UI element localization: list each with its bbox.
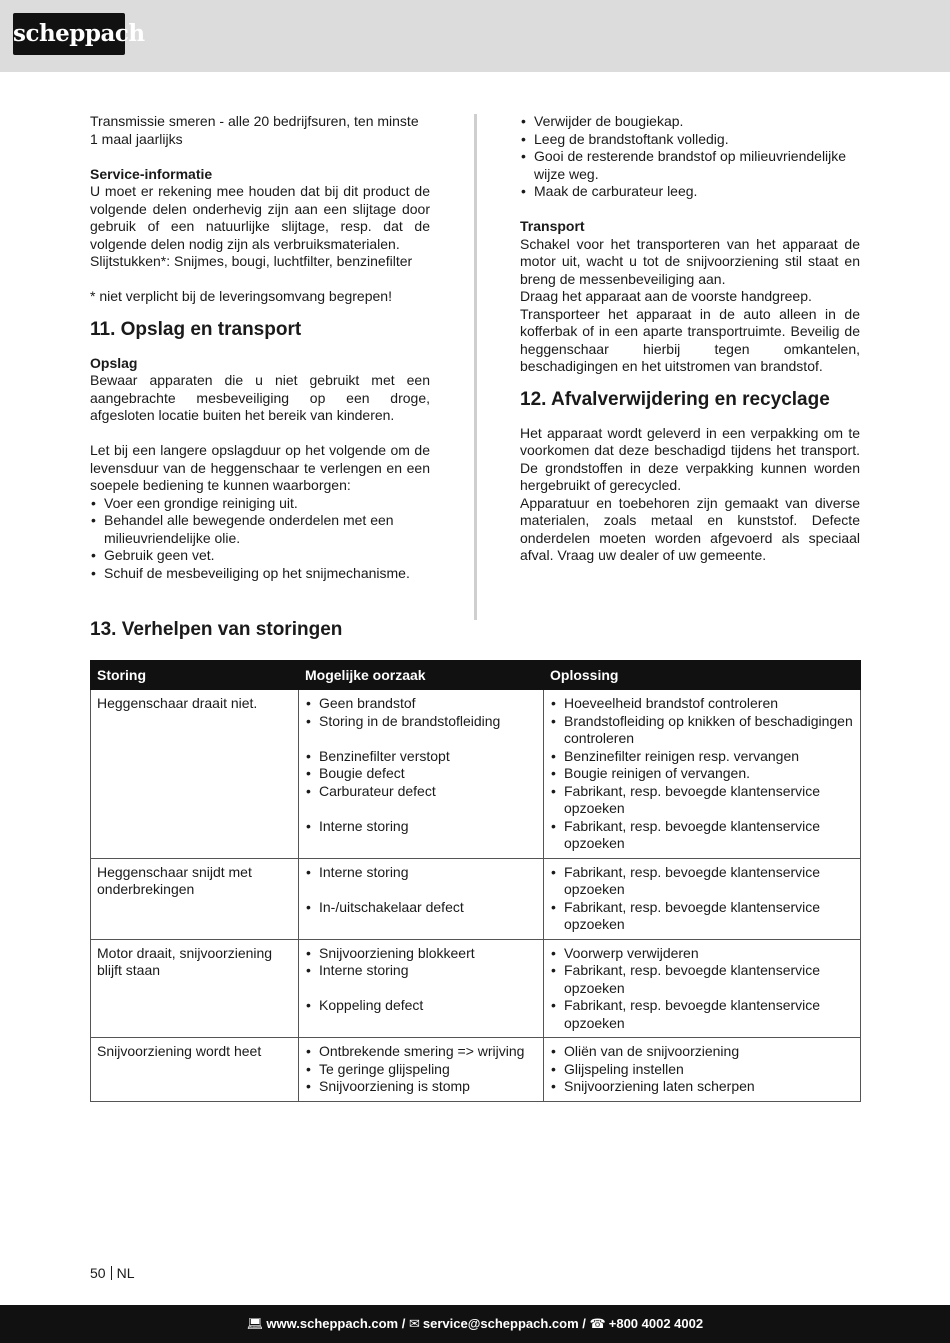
- storage-title: Opslag: [90, 354, 138, 371]
- section-11-heading: 11. Opslag en transport: [90, 318, 302, 340]
- list-item: • Behandel alle bewegende onderdelen met een milieuvriendelijke olie.: [90, 512, 430, 547]
- list-item: • Voer een grondige reiniging uit.: [90, 495, 430, 513]
- list-item: • Schuif de mesbeveiliging op het snijmechanisme.: [90, 565, 430, 583]
- contact-bar: [0, 1305, 950, 1343]
- list-item: • Hoeveelheid brandstof controleren: [550, 695, 854, 713]
- list-spacer: [305, 881, 537, 899]
- section-12-heading: 12. Afvalverwijdering en recyclage: [520, 388, 830, 410]
- cause-cell: [299, 690, 544, 859]
- list-item: • Fabrikant, resp. bevoegde klantenservice opzoeken: [550, 899, 854, 934]
- brand-logo: scheppach: [13, 13, 125, 55]
- troubleshooting-table: [90, 660, 861, 1102]
- list-item: • Gebruik geen vet.: [90, 547, 430, 565]
- column-header-solution: Oplossing: [544, 661, 861, 690]
- recycle-text-1: Het apparaat wordt geleverd in een verpakking om te voorkomen dat deze beschadigd tijdens het transport. De grondstoffen in deze verpakking kunnen worden hergebruikt of gerecycled.: [520, 424, 860, 493]
- list-item: • Oliën van de snijvoorziening: [550, 1043, 854, 1061]
- header-bar: [0, 0, 950, 72]
- storage-text: Bewaar apparaten die u niet gebruikt met een aangebrachte mesbeveiliging op een droge, afgesloten locatie buiten het bereik van kinderen.: [90, 372, 430, 423]
- column-header-storing: Storing: [91, 661, 299, 690]
- list-item: • Snijvoorziening is stomp: [305, 1078, 537, 1096]
- list-item: • Interne storing: [305, 962, 537, 980]
- list-item: • Fabrikant, resp. bevoegde klantenservice opzoeken: [550, 997, 854, 1032]
- list-item: • Storing in de brandstofleiding: [305, 713, 537, 731]
- column-header-cause: Mogelijke oorzaak: [299, 661, 544, 690]
- cause-cell-list: [305, 1043, 537, 1096]
- list-item: • Geen brandstof: [305, 695, 537, 713]
- list-item: • Benzinefilter verstopt: [305, 748, 537, 766]
- solution-cell-list: [550, 695, 854, 853]
- long-storage-text: Let bij een langere opslagduur op het volgende om de levensduur van de heggenschaar te verlengen en een soepele bediening te kunnen waarborgen:: [90, 442, 430, 493]
- list-item: • Maak de carburateur leeg.: [520, 183, 860, 201]
- list-item: • Te geringe glijspeling: [305, 1061, 537, 1079]
- list-spacer: [305, 980, 537, 998]
- list-item: • Fabrikant, resp. bevoegde klantenservice opzoeken: [550, 818, 854, 853]
- solution-cell-list: [550, 1043, 854, 1096]
- table-row: [91, 939, 861, 1038]
- email-link[interactable]: service@scheppach.com: [422, 1316, 579, 1331]
- website-link[interactable]: www.scheppach.com: [266, 1316, 399, 1331]
- list-spacer: [305, 730, 537, 748]
- section-13-heading: 13. Verhelpen van storingen: [90, 619, 343, 640]
- storage-bullet-list: [90, 495, 430, 583]
- list-item: • Benzinefilter reinigen resp. vervangen: [550, 748, 854, 766]
- table-header-row: [91, 661, 861, 690]
- page-footer: [90, 1265, 134, 1283]
- transport-text-3: Transporteer het apparaat in de auto alleen in de kofferbak of in een aparte transportruimte. Beveilig de heggenschaar hierbij tegen omkantelen, beschadigingen en het uitstromen van brandstof.: [520, 305, 860, 374]
- table-row: [91, 1038, 861, 1102]
- solution-cell-list: [550, 945, 854, 1033]
- solution-cell: [544, 939, 861, 1038]
- phone-number: +800 4002 4002: [608, 1316, 704, 1331]
- page-number: 50: [90, 1265, 106, 1281]
- lubrication-note: Transmissie smeren - alle 20 bedrijfsuren, ten minste 1 maal jaarlijks: [90, 113, 419, 147]
- transport-text-2: Draag het apparaat aan de voorste handgreep.: [520, 288, 812, 304]
- storing-cell: Heggenschaar draait niet.: [91, 690, 299, 859]
- list-spacer: [305, 800, 537, 818]
- list-item: • Snijvoorziening laten scherpen: [550, 1078, 854, 1096]
- list-item: • Snijvoorziening blokkeert: [305, 945, 537, 963]
- cause-cell-list: [305, 864, 537, 917]
- list-item: • Leeg de brandstoftank volledig.: [520, 131, 860, 149]
- wear-parts: Slijtstukken*: Snijmes, bougi, luchtfilter, benzinefilter: [90, 253, 413, 269]
- service-info-text: U moet er rekening mee houden dat bij dit product de volgende delen onderhevig zijn aan een slijtage door gebruik of een natuurlijke slijtage, resp. dat de volgende delen nodig zijn als verbruiksmaterialen.: [90, 183, 430, 252]
- transport-title: Transport: [520, 218, 585, 234]
- list-item: • Glijspeling instellen: [550, 1061, 854, 1079]
- cause-cell: [299, 939, 544, 1038]
- list-item: • Brandstofleiding op knikken of beschadigingen controleren: [550, 713, 854, 748]
- list-item: • Fabrikant, resp. bevoegde klantenservice opzoeken: [550, 962, 854, 997]
- footnote: * niet verplicht bij de leveringsomvang begrepen!: [90, 288, 392, 304]
- table-row: [91, 690, 861, 859]
- list-item: • Koppeling defect: [305, 997, 537, 1015]
- language-code: NL: [116, 1265, 135, 1281]
- cause-cell-list: [305, 695, 537, 835]
- cause-cell: [299, 1038, 544, 1102]
- list-item: • Bougie reinigen of vervangen.: [550, 765, 854, 783]
- cause-cell-list: [305, 945, 537, 1015]
- mail-icon: ✉︎: [409, 1316, 420, 1331]
- right-column: [520, 113, 860, 565]
- storing-cell: Motor draait, snijvoorziening blijft staan: [91, 939, 299, 1038]
- phone-icon: ☎︎: [589, 1316, 606, 1331]
- table-row: [91, 858, 861, 939]
- contact-separator: /: [401, 1316, 406, 1331]
- list-item: • Voorwerp verwijderen: [550, 945, 854, 963]
- service-info-title: Service-informatie: [90, 165, 213, 182]
- footer-separator: [111, 1266, 112, 1280]
- list-item: • Ontbrekende smering => wrijving: [305, 1043, 537, 1061]
- list-item: • Fabrikant, resp. bevoegde klantenservice opzoeken: [550, 864, 854, 899]
- list-item: • Gooi de resterende brandstof op milieuvriendelijke wijze weg.: [520, 148, 860, 183]
- storing-cell: Snijvoorziening wordt heet: [91, 1038, 299, 1102]
- list-item: • Verwijder de bougiekap.: [520, 113, 860, 131]
- contact-separator: /: [582, 1316, 586, 1331]
- computer-icon: 💻︎: [246, 1316, 264, 1331]
- solution-cell-list: [550, 864, 854, 934]
- solution-cell: [544, 1038, 861, 1102]
- column-divider: [474, 114, 477, 620]
- solution-cell: [544, 690, 861, 859]
- solution-cell: [544, 858, 861, 939]
- transport-text: Schakel voor het transporteren van het apparaat de motor uit, wacht u tot de snijvoorziening stil staat en breng de messenbeveiliging aan.: [520, 235, 860, 287]
- fuel-bullet-list: [520, 113, 860, 201]
- cause-cell: [299, 858, 544, 939]
- list-item: • Interne storing: [305, 864, 537, 882]
- list-item: • Bougie defect: [305, 765, 537, 783]
- left-column: [90, 113, 430, 582]
- list-item: • Interne storing: [305, 818, 537, 836]
- list-item: • Carburateur defect: [305, 783, 537, 801]
- recycle-text-2: Apparatuur en toebehoren zijn gemaakt van diverse materialen, zoals metaal en kunststof. Defecte onderdelen moeten worden afgevoerd als speciaal afval. Vraag uw dealer of uw gemeente.: [520, 494, 860, 563]
- storing-cell: Heggenschaar snijdt met onderbrekingen: [91, 858, 299, 939]
- list-item: • Fabrikant, resp. bevoegde klantenservice opzoeken: [550, 783, 854, 818]
- list-item: • In-/uitschakelaar defect: [305, 899, 537, 917]
